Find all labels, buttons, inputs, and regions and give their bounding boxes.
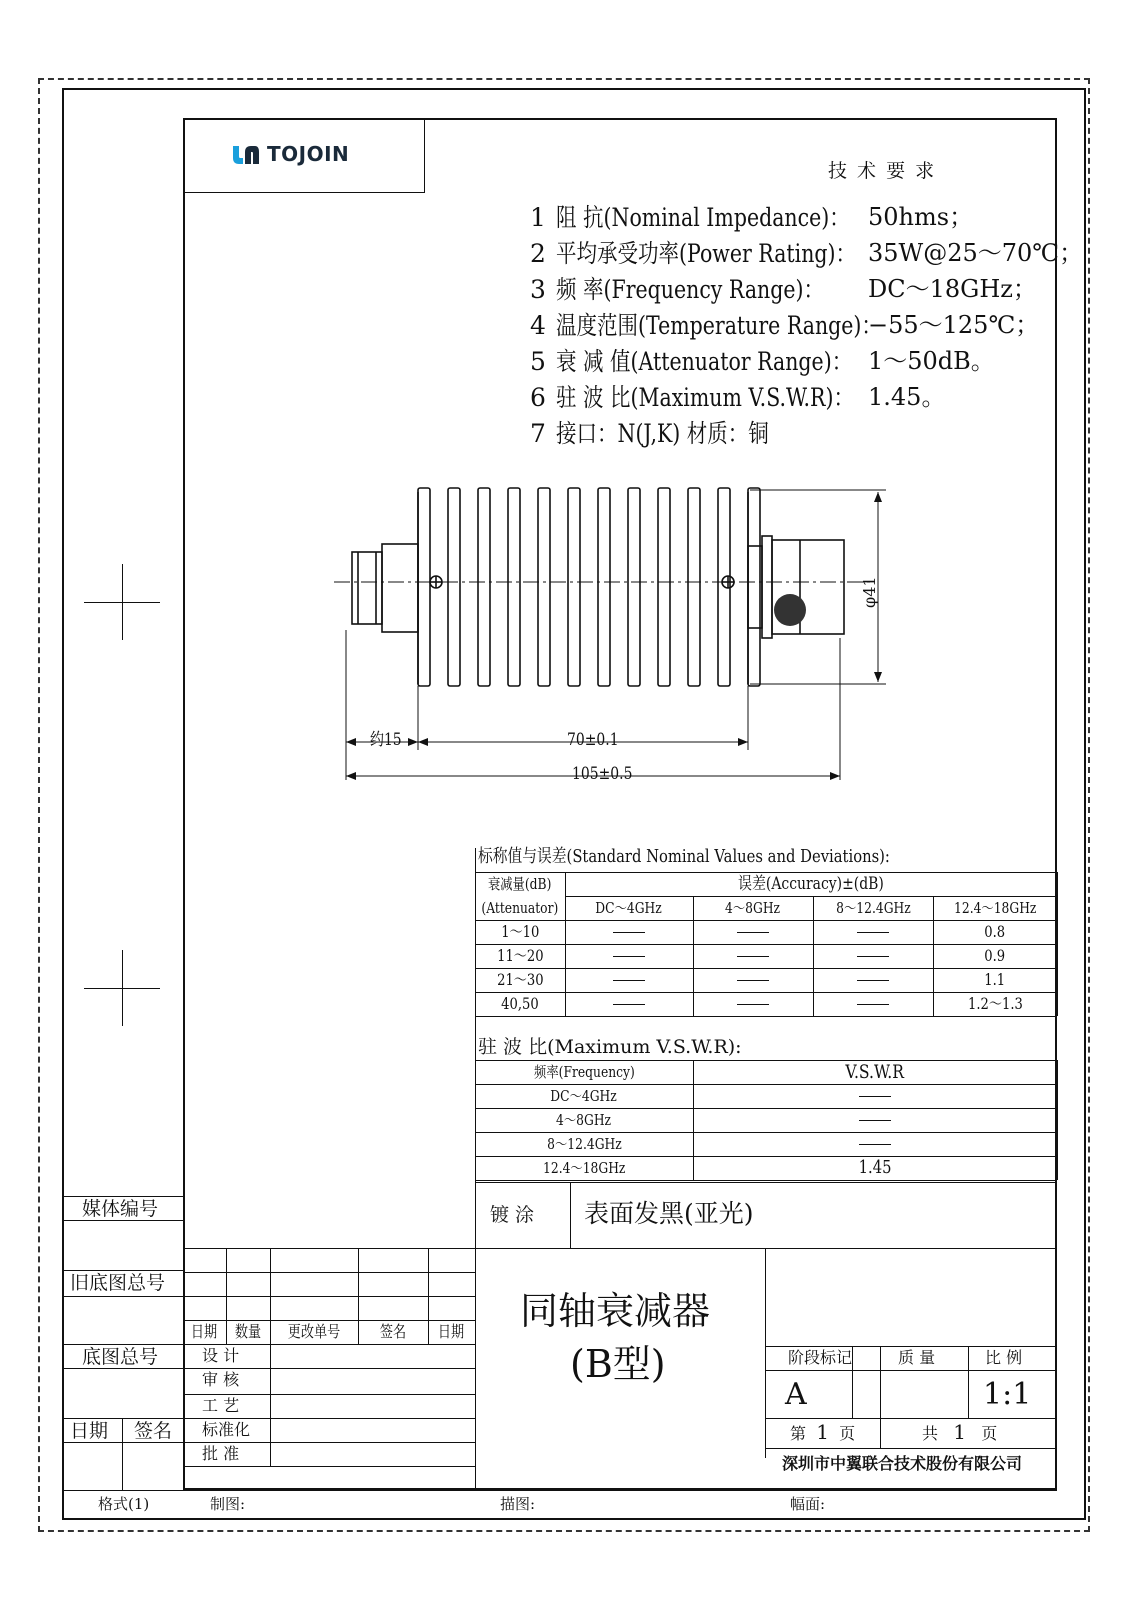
- frequency-value: DC～4GHz: [550, 1086, 618, 1105]
- empty-dash: [565, 968, 693, 992]
- band-header: 12.4～18GHz: [953, 898, 1037, 917]
- requirement-value: 35W@25～70℃；: [868, 239, 1084, 267]
- requirements-title: 技 术 要 求: [828, 160, 937, 182]
- empty-dash: [693, 944, 813, 968]
- empty-dash: [693, 920, 813, 944]
- band-header: DC～4GHz: [595, 898, 663, 917]
- requirement-item: 7 接口：N(J,K) 材质：铜: [530, 419, 769, 448]
- left-connector-body: [382, 544, 418, 632]
- diameter-label: φ41: [860, 576, 879, 608]
- attenuation-value: 21～30: [496, 970, 544, 989]
- heatsink-fin: [508, 488, 520, 686]
- requirement-item: 4 温度范围(Temperature Range)：: [530, 311, 882, 340]
- attenuation-value: 40,50: [501, 994, 539, 1013]
- signoff-label: 审 核: [202, 1370, 240, 1389]
- signoff-label: 工 艺: [202, 1396, 240, 1415]
- attenuator-drawing: [330, 480, 910, 810]
- media-number-label: 媒体编号: [82, 1198, 159, 1220]
- requirement-item: 2 平均承受功率(Power Rating)：: [530, 239, 857, 268]
- revision-header-cell: 签名: [379, 1322, 407, 1341]
- frequency-value: 4～8GHz: [556, 1110, 612, 1129]
- heatsink-fin: [688, 488, 700, 686]
- crosshair-mark: [122, 564, 123, 640]
- size-label: 幅面:: [790, 1495, 826, 1513]
- sign-label: 签名: [134, 1420, 173, 1442]
- empty-dash: [693, 1132, 1057, 1156]
- frequency-value: 12.4～18GHz: [542, 1158, 626, 1177]
- connector-length-label: 约15: [370, 730, 402, 750]
- product-name: 同轴衰减器: [520, 1289, 711, 1333]
- heatsink-fin: [568, 488, 580, 686]
- attenuation-value: 11～20: [496, 946, 544, 965]
- frequency-header: 频率(Frequency): [533, 1062, 635, 1081]
- accuracy-value: 1.1: [984, 970, 1006, 989]
- body-length-label: 70±0.1: [567, 730, 619, 750]
- product-type: (B型): [570, 1342, 666, 1386]
- vswr-header: V.S.W.R: [845, 1060, 905, 1083]
- band-header: 8～12.4GHz: [835, 898, 911, 917]
- requirement-item: 3 频 率(Frequency Range)：: [530, 275, 824, 304]
- old-base-number-label: 旧底图总号: [70, 1272, 166, 1294]
- vswr-table-title: 驻 波 比(Maximum V.S.W.R):: [478, 1036, 742, 1058]
- base-number-label: 底图总号: [82, 1346, 159, 1368]
- total-sheets: 共 1 页: [922, 1420, 998, 1444]
- heatsink-fin: [418, 488, 430, 686]
- revision-header-cell: 日期: [438, 1322, 465, 1341]
- knurl-mark: [774, 594, 806, 626]
- vswr-value: 1.45: [858, 1157, 892, 1178]
- format-label: 格式(1): [98, 1495, 150, 1513]
- heatsink-fin: [448, 488, 460, 686]
- empty-dash: [565, 920, 693, 944]
- company-name: 深圳市中翼联合技术股份有限公司: [782, 1454, 1023, 1473]
- attenuator-header: (Attenuator): [481, 898, 559, 917]
- frequency-value: 8～12.4GHz: [546, 1134, 622, 1153]
- revision-header-cell: 数量: [234, 1322, 262, 1341]
- requirement-value: 1～50dB。: [868, 347, 995, 375]
- signoff-label: 标准化: [202, 1420, 251, 1439]
- empty-dash: [813, 992, 933, 1016]
- brand-logo: [231, 142, 349, 166]
- coating-value: 表面发黑(亚光): [584, 1199, 754, 1228]
- heatsink-fin: [598, 488, 610, 686]
- attenuation-value: 1～10: [500, 922, 540, 941]
- total-length-label: 105±0.5: [572, 764, 633, 784]
- requirement-item: 1 阻 抗(Nominal Impedance)：: [530, 203, 850, 232]
- accuracy-header: 误差(Accuracy)±(dB): [738, 873, 884, 894]
- empty-dash: [693, 968, 813, 992]
- logo-box: [183, 118, 425, 193]
- heatsink-fin: [538, 488, 550, 686]
- accuracy-value: 0.8: [984, 922, 1006, 941]
- heatsink-fin: [658, 488, 670, 686]
- accuracy-value: 1.2～1.3: [967, 994, 1023, 1013]
- band-header: 4～8GHz: [725, 898, 781, 917]
- sheet-number: 第 1 页: [790, 1420, 856, 1444]
- crosshair-mark: [122, 950, 123, 1026]
- empty-dash: [813, 944, 933, 968]
- scale-value: 1:1: [983, 1377, 1032, 1412]
- heatsink-fin: [478, 488, 490, 686]
- traced-label: 描图:: [500, 1495, 536, 1513]
- coating-label: 镀 涂: [490, 1204, 535, 1226]
- left-connector-nut: [352, 552, 382, 624]
- requirement-value: −55～125℃；: [868, 311, 1040, 339]
- empty-dash: [813, 968, 933, 992]
- signoff-label: 设 计: [202, 1346, 240, 1365]
- revision-header-cell: 更改单号: [287, 1322, 341, 1341]
- tojoin-logo-icon: [231, 142, 261, 166]
- empty-dash: [565, 944, 693, 968]
- stage-label: 阶段标记: [788, 1348, 853, 1367]
- requirement-item: 6 驻 波 比(Maximum V.S.W.R)：: [530, 383, 854, 412]
- brand-name: TOJOIN: [267, 142, 350, 166]
- stage-value: A: [785, 1377, 807, 1412]
- requirement-item: 5 衰 减 值(Attenuator Range)：: [530, 347, 853, 376]
- attenuator-header: 衰减量(dB): [488, 874, 552, 893]
- accuracy-value: 0.9: [984, 946, 1006, 965]
- empty-dash: [693, 1084, 1057, 1108]
- heatsink-fin: [748, 488, 760, 686]
- mass-label: 质 量: [898, 1348, 936, 1367]
- requirement-value: 1.45。: [868, 383, 946, 411]
- empty-dash: [565, 992, 693, 1016]
- revision-header-cell: 日期: [191, 1322, 218, 1341]
- empty-dash: [693, 1108, 1057, 1132]
- drawn-label: 制图:: [210, 1495, 246, 1513]
- deviation-table-title: 标称值与误差(Standard Nominal Values and Deviations):: [478, 846, 890, 867]
- signoff-label: 批 准: [202, 1444, 240, 1463]
- date-label: 日期: [70, 1420, 109, 1442]
- requirement-value: 50hms；: [868, 203, 974, 231]
- empty-dash: [813, 920, 933, 944]
- heatsink-fin: [628, 488, 640, 686]
- requirement-value: DC～18GHz；: [868, 275, 1037, 303]
- empty-dash: [693, 992, 813, 1016]
- scale-label: 比 例: [985, 1348, 1023, 1367]
